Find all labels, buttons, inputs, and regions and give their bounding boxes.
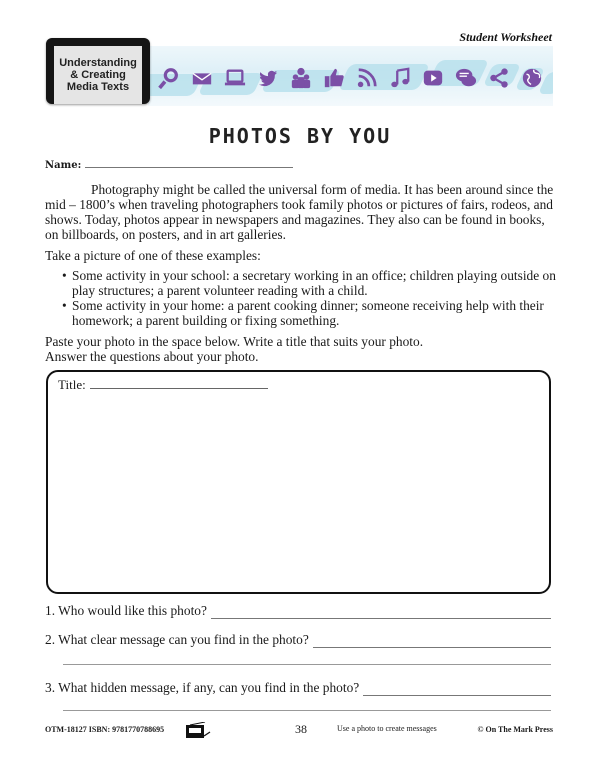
question-3: [45, 680, 551, 696]
music-note-icon: [389, 67, 411, 89]
answer-line[interactable]: [363, 683, 551, 696]
intro-paragraph: Photography might be called the universal form of media. It has been around since the mid – 1800’s when traveling photographers took family photos or pictures of fairs, rodeos, and shows. Today, photos appear in newspapers and magazines. They also can be found in books, on billboards, on posters, and in art galleries.: [45, 182, 554, 242]
page-title: PHOTOS BY YOU: [208, 124, 392, 148]
name-blank-line[interactable]: [85, 158, 293, 168]
example-item-school: • Some activity in your school: a secretary working in an office; children playing outside on play structures; a parent volunteer reading with a child.: [62, 268, 562, 298]
photo-title-label: Title:: [58, 377, 86, 392]
laptop-icon: [224, 67, 246, 89]
question-label: [45, 603, 207, 619]
example-item-home: • Some activity in your home: a parent cooking dinner; someone receiving help with their homework; a parent building or fixing something.: [62, 298, 562, 328]
name-field[interactable]: [45, 158, 293, 171]
question-number: 1.: [45, 603, 56, 618]
name-label: Name:: [45, 160, 82, 171]
isbn-code: OTM-18127 ISBN: 9781770788695: [45, 725, 165, 734]
photo-title-blank-line[interactable]: [90, 377, 268, 389]
answer-instruction-line: Answer the questions about your photo.: [45, 349, 259, 364]
paste-instruction-line: Paste your photo in the space below. Write a title that suits your photo.: [45, 334, 424, 349]
series-title-line: & Creating: [70, 69, 126, 81]
rss-icon: [356, 67, 378, 89]
copyright: © On The Mark Press: [477, 725, 553, 734]
envelope-icon: [191, 67, 213, 89]
question-number: 3.: [45, 680, 56, 695]
people-group-icon: [290, 67, 312, 89]
media-icons-banner: [148, 46, 553, 106]
page-footer: [45, 722, 553, 752]
series-title-line: Media Texts: [66, 81, 130, 93]
search-icon: [158, 67, 180, 89]
answer-line[interactable]: [211, 606, 551, 619]
answer-line-continuation[interactable]: [63, 664, 551, 665]
question-text: What clear message can you find in the photo?: [58, 632, 309, 647]
globe-icon: [521, 67, 543, 89]
twitter-bird-icon: [257, 67, 279, 89]
share-icon: [488, 67, 510, 89]
answer-line-continuation[interactable]: [63, 710, 551, 711]
photo-title-field[interactable]: [58, 377, 268, 393]
page-number: 38: [295, 722, 307, 736]
series-title-line: Understanding: [59, 57, 137, 69]
take-picture-instruction: Take a picture of one of these examples:: [45, 248, 261, 263]
question-number: 2.: [45, 632, 56, 647]
worksheet-label: Student Worksheet: [459, 30, 552, 44]
tv-icon: [185, 722, 211, 740]
question-text: What hidden message, if any, can you find in the photo?: [58, 680, 360, 695]
series-title: [54, 46, 142, 104]
question-text: Who would like this photo?: [58, 603, 207, 618]
chat-bubbles-icon: [455, 67, 477, 89]
example-list: [62, 268, 562, 328]
question-label: [45, 632, 309, 648]
photo-paste-area[interactable]: [46, 370, 551, 594]
question-2: [45, 632, 551, 648]
series-tablet-logo: [46, 38, 150, 104]
question-1: [45, 603, 551, 619]
lesson-topic: Use a photo to create messages: [337, 724, 437, 733]
answer-line[interactable]: [313, 635, 551, 648]
thumbs-up-icon: [323, 67, 345, 89]
paste-instructions: [45, 334, 560, 364]
question-label: [45, 680, 359, 696]
play-button-icon: [422, 67, 444, 89]
